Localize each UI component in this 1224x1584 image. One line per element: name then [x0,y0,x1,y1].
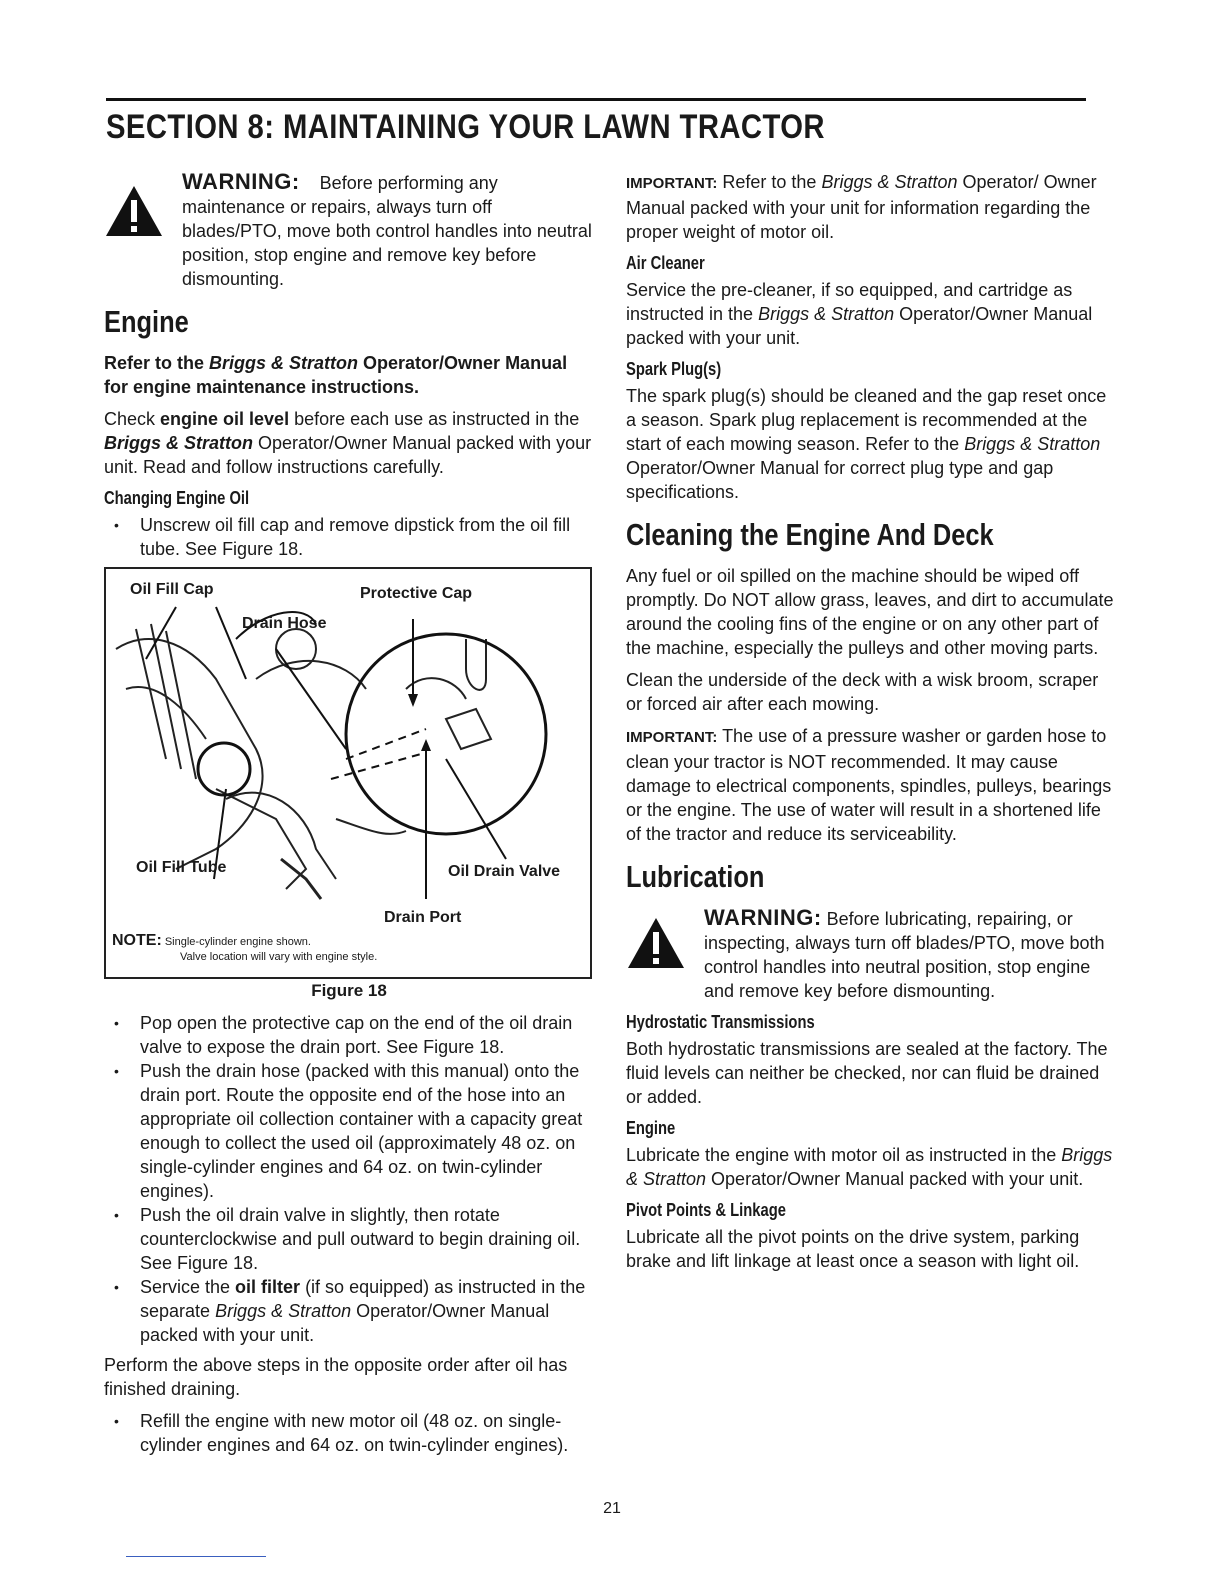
brand-name: Briggs & Stratton [104,433,254,453]
warning-triangle-icon [626,906,704,975]
brand-name: Briggs & Stratton [626,1145,1113,1189]
pivot-points-text: Lubricate all the pivot points on the drive system, parking brake and lift linkage at least once a season with light oil. [626,1227,1080,1271]
engine-illustration [106,569,590,977]
text-run-bold: engine oil level [160,409,290,429]
important-label: IMPORTANT: [626,729,718,746]
engine-heading: Engine [104,304,189,339]
top-rule [106,98,1086,101]
text-run: Operator/Owner Manual packed with your unit. [626,304,1093,348]
brand-name: Briggs & Stratton [821,172,958,192]
hydrostatic-text: Both hydrostatic transmissions are sealed at the factory. The fluid levels can neither be checked, nor can fluid be drained or added. [626,1039,1108,1107]
note-line-1: Single-cylinder engine shown. [164,936,311,948]
cleaning-text-1: Any fuel or oil spilled on the machine should be wiped off promptly. Do NOT allow grass, leaves, and dirt to accumulate around the cooling fins of the engine or on any other part of the machine, especially the pulleys and other moving parts. [626,566,1114,658]
air-cleaner-heading: Air Cleaner [626,253,705,273]
text-run: Operator/Owner Manual packed with your unit. [706,1169,1084,1189]
spark-plug-heading: Spark Plug(s) [626,359,722,379]
text-run: Check [104,409,161,429]
engine-oil-check [104,407,594,479]
lubrication-heading: Lubrication [626,859,765,894]
footer-line [126,1556,266,1557]
text-run: Service the pre-cleaner, if so equipped, and cartridge as instructed in the [626,280,1073,324]
brand-name: Briggs & Stratton [964,434,1101,454]
warning-title: WARNING: [704,905,822,930]
engine-reference [104,351,594,399]
note-label: NOTE: [112,932,162,949]
air-cleaner-text [626,278,1116,350]
warning-text [704,906,1116,1003]
after-draining-text: Perform the above steps in the opposite order after oil has finished draining. [104,1355,568,1399]
pivot-points-heading: Pivot Points & Linkage [626,1200,786,1220]
text-run: Operator/ Owner Manual packed with your unit for information regarding the proper weight of motor oil. [626,172,1097,242]
text-run: Operator/Owner Manual packed with your unit. [140,1301,550,1345]
warning-title: WARNING: [182,169,300,194]
refill-list [104,1409,594,1457]
warning-message: Before lubricating, repairing, or inspecting, always turn off blades/PTO, move both control handles into neutral position, stop engine and remove key before dismounting. [704,909,1105,1001]
lubrication-engine-heading: Engine [626,1118,676,1138]
text-run: Service the [140,1277,236,1297]
important-pressure-washer [626,724,1116,846]
note-line-2: Valve location will vary with engine style. [180,951,378,963]
warning-text [182,170,594,291]
label-oil-drain-valve: Oil Drain Valve [448,863,561,880]
section-title: SECTION 8: MAINTAINING YOUR LAWN TRACTOR [106,108,825,146]
text-run: (if so equipped) as instructed in the separate [140,1277,586,1321]
important-oil-weight [626,170,1116,244]
brand-name: Briggs & Stratton [758,304,895,324]
text-run: The use of a pressure washer or garden hose to clean your tractor is NOT recommended. It may cause damage to electrical components, spindles, pulleys, bearings or the engine. The use of water will result in a shortened life of the tractor and reduce its serviceability. [626,726,1112,844]
list-item: • Push the oil drain valve in slightly, then rotate counterclockwise and pull outward to begin draining oil. See Figure 18. [104,1203,594,1275]
page-number: 21 [603,1500,621,1517]
list-item [104,1275,594,1347]
changing-oil-heading: Changing Engine Oil [104,488,250,508]
figure-caption: Figure 18 [311,981,387,1000]
label-oil-fill-cap: Oil Fill Cap [130,581,214,598]
text-run: Operator/Owner Manual packed with your unit. Read and follow instructions carefully. [104,433,592,477]
cleaning-heading: Cleaning the Engine And Deck [626,517,994,552]
engine-ref-part: Operator/Owner Manual for engine maintenance instructions. [104,353,568,397]
engine-ref-part: Refer to the [104,353,210,373]
changing-oil-list [104,513,594,561]
text-run: Lubricate the engine with motor oil as instructed in the [626,1145,1062,1165]
figure-18 [104,567,592,979]
changing-oil-list-continued [104,1011,594,1347]
label-oil-fill-tube: Oil Fill Tube [136,859,227,876]
label-drain-port: Drain Port [384,909,462,926]
warning-block [104,170,594,291]
spark-plug-text [626,384,1116,504]
list-item: • Refill the engine with new motor oil (48 oz. on single-cylinder engines and 64 oz. on twin-cylinder engines). [104,1409,594,1457]
list-item: • Unscrew oil fill cap and remove dipstick from the oil fill tube. See Figure 18. [104,513,594,561]
text-run: before each use as instructed in the [289,409,580,429]
engine-ref-brand: Briggs & Stratton [209,353,359,373]
warning-message: Before performing any maintenance or repairs, always turn off blades/PTO, move both control handles into neutral position, stop engine and remove key before dismounting. [182,173,592,289]
label-drain-hose: Drain Hose [242,615,327,632]
left-column [104,170,594,1463]
text-run: Operator/Owner Manual for correct plug type and gap specifications. [626,458,1054,502]
important-label: IMPORTANT: [626,175,718,192]
cleaning-text-2: Clean the underside of the deck with a wisk broom, scraper or forced air after each mowing. [626,670,1099,714]
lubrication-engine-text [626,1143,1116,1191]
figure-note [112,933,377,965]
brand-name: Briggs & Stratton [215,1301,352,1321]
warning-triangle-icon [104,170,182,243]
text-run: The spark plug(s) should be cleaned and the gap reset once a season. Spark plug replacement is recommended at the start of each mowing season. Refer to the [626,386,1107,454]
hydrostatic-heading: Hydrostatic Transmissions [626,1012,815,1032]
text-run: Refer to the [717,172,822,192]
text-run-bold: oil filter [235,1277,301,1297]
lubrication-warning-block [626,906,1116,1003]
right-column [626,170,1116,1281]
list-item: • Push the drain hose (packed with this manual) onto the drain port. Route the opposite end of the hose into an appropriate oil collection container with a capacity great enough to collect the used oil (approximately 48 oz. on single-cylinder engines and 64 oz. on twin-cylinder engines). [104,1059,594,1203]
list-item: • Pop open the protective cap on the end of the oil drain valve to expose the drain port. See Figure 18. [104,1011,594,1059]
label-protective-cap: Protective Cap [360,585,473,602]
